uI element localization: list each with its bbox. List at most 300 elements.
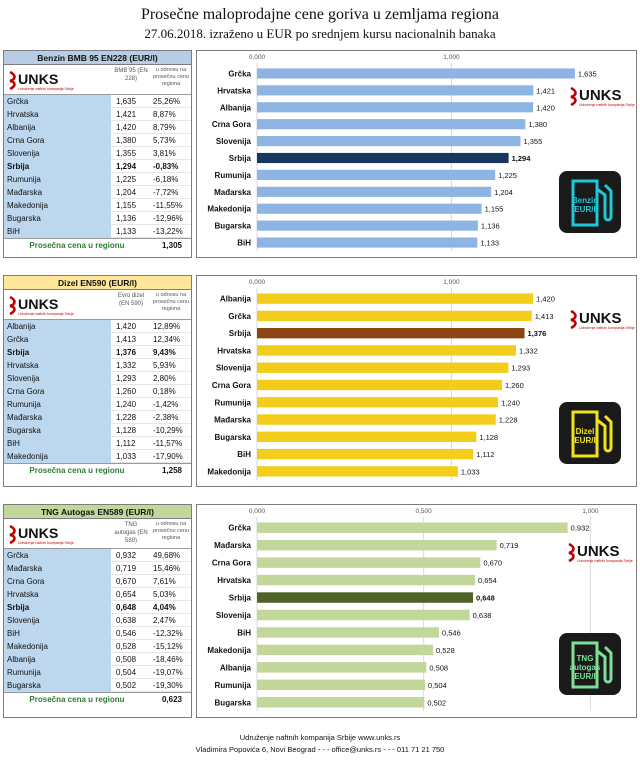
average-value: 1,305: [161, 241, 183, 250]
category-label: Albanija: [219, 663, 251, 673]
data-label: 1,421: [536, 86, 556, 96]
price-cell: 0,654: [116, 590, 137, 599]
country-cell: Slovenija: [4, 372, 111, 385]
country-cell: Hrvatska: [4, 359, 111, 372]
average-label: Prosečna cena u regionu: [29, 241, 125, 250]
page-subtitle: 27.06.2018. izraženo u EUR po srednjem kursu nacionalnih banaka: [144, 26, 496, 41]
diff-cell: 2,47%: [153, 616, 176, 625]
table-row: [4, 186, 191, 199]
bar: [257, 540, 497, 550]
price-cell: 1,155: [116, 201, 137, 210]
category-label: Makedonija: [207, 645, 251, 655]
table-title: TNG Autogas EN589 (EUR/l): [4, 505, 191, 519]
table-title: Dizel EN590 (EUR/l): [4, 276, 191, 290]
bar: [257, 293, 533, 303]
table-row: [4, 627, 191, 640]
tick-label: 1,000: [443, 54, 460, 61]
table-row: [4, 121, 191, 134]
diff-cell: -12,96%: [153, 214, 183, 223]
price-cell: 1,204: [116, 188, 137, 197]
dizel-chart: [196, 275, 637, 487]
data-label: 1,204: [494, 187, 513, 197]
unks-mark-icon: [10, 297, 15, 314]
table-row: [4, 601, 191, 614]
table-row: [4, 588, 191, 601]
price-cell: 1,228: [116, 413, 137, 422]
diff-cell: -10,29%: [153, 426, 183, 435]
data-label: 1,033: [460, 467, 480, 477]
category-label: Makedonija: [207, 467, 251, 477]
diff-cell: 7,61%: [153, 577, 176, 586]
data-label: 1,413: [534, 311, 554, 321]
average-value: 0,623: [161, 695, 183, 704]
data-label: 1,112: [476, 450, 495, 460]
table-row: [4, 134, 191, 147]
dizel-section: [3, 275, 637, 487]
diff-cell: 9,43%: [153, 348, 176, 357]
data-label: 0,932: [570, 523, 590, 533]
table-header: [4, 519, 191, 549]
data-label: 1,420: [536, 294, 555, 304]
country-cell: Hrvatska: [4, 108, 111, 121]
bar: [257, 466, 458, 476]
price-cell: 1,225: [116, 175, 137, 184]
country-cell: Grčka: [4, 333, 111, 346]
data-label: 1,155: [484, 204, 504, 214]
diff-cell: -11,57%: [153, 439, 183, 448]
unks-logo: [6, 69, 112, 91]
diff-cell: 12,89%: [153, 322, 181, 331]
category-label: Crna Gora: [211, 381, 251, 390]
price-cell: 0,508: [116, 655, 137, 664]
bar: [257, 380, 502, 390]
price-cell: 0,932: [116, 551, 137, 560]
diff-cell: -17,90%: [153, 452, 183, 461]
table-header: [4, 290, 191, 320]
data-label: 0,654: [478, 576, 497, 586]
category-label: Srbija: [228, 329, 251, 339]
price-cell: 1,033: [116, 452, 137, 461]
tick-label: 1,000: [443, 279, 460, 286]
table-row: [4, 614, 191, 627]
country-cell: Makedonija: [4, 640, 111, 653]
tick-label: 0,000: [248, 508, 266, 515]
price-cell: 0,528: [116, 642, 137, 651]
category-label: Mađarska: [214, 541, 251, 551]
category-label: Slovenija: [215, 363, 251, 373]
unks-brand-logo: [567, 308, 639, 330]
pump-label: EUR/l: [574, 205, 596, 214]
bar: [257, 170, 495, 180]
category-label: Bugarska: [214, 432, 251, 442]
unks-mark-icon: [571, 311, 576, 328]
diff-cell: -18,46%: [153, 655, 183, 664]
table-row: [4, 173, 191, 186]
dizel-pump-icon: [559, 402, 621, 464]
country-cell: Slovenija: [4, 147, 111, 160]
average-value: 1,258: [161, 466, 183, 475]
data-label: 1,380: [528, 120, 548, 130]
category-label: Crna Gora: [211, 120, 251, 130]
country-cell: Mađarska: [4, 186, 111, 199]
bar: [257, 522, 568, 532]
country-cell: Crna Gora: [4, 134, 111, 147]
price-cell: 1,635: [116, 97, 137, 106]
price-cell: 1,240: [116, 400, 137, 409]
data-label: 1,260: [505, 381, 524, 390]
price-cell: 0,670: [116, 577, 137, 586]
pump-label: EUR/l: [574, 672, 596, 681]
category-label: Mađarska: [214, 187, 251, 197]
country-cell: Grčka: [4, 549, 111, 562]
bar: [257, 153, 509, 163]
category-label: Bugarska: [214, 698, 251, 708]
logo-tagline: Udruženje naftnih kompanija Srbije: [18, 87, 74, 91]
table-row: [4, 225, 191, 238]
benzin-table: [3, 50, 192, 258]
price-cell: 0,638: [116, 616, 137, 625]
category-label: BiH: [237, 450, 251, 460]
price-cell: 1,376: [116, 348, 137, 357]
table-row: [4, 575, 191, 588]
country-cell: Rumunija: [4, 398, 111, 411]
diff-cell: 5,73%: [153, 136, 176, 145]
bar: [257, 363, 508, 373]
country-cell: Hrvatska: [4, 588, 111, 601]
diff-cell: 5,03%: [153, 590, 176, 599]
diff-column-header: u odnosu na prosečnu cenu regiona: [152, 67, 190, 87]
data-label: 1,635: [577, 69, 597, 79]
price-cell: 0,502: [116, 681, 137, 690]
page-title: Prosečne maloprodajne cene goriva u zemljama regiona: [140, 6, 500, 23]
category-label: Grčka: [228, 69, 251, 79]
bar: [257, 449, 473, 459]
price-cell: 0,719: [116, 564, 137, 573]
country-cell: Albanija: [4, 121, 111, 134]
price-cell: 1,128: [116, 426, 137, 435]
logo-tagline: Udruženje naftnih kompanija Srbije: [579, 326, 635, 330]
category-label: Hrvatska: [217, 346, 251, 356]
table-row: [4, 562, 191, 575]
bar: [257, 187, 491, 197]
category-label: Grčka: [228, 311, 251, 321]
price-cell: 1,293: [116, 374, 137, 383]
data-label: 0,504: [428, 680, 447, 690]
data-label: 1,133: [480, 238, 500, 248]
price-column-header: Evro dizel (EN 590): [117, 293, 145, 307]
category-label: BiH: [237, 628, 251, 638]
data-label: 1,355: [523, 137, 543, 147]
price-cell: 1,133: [116, 227, 137, 236]
pump-label: TNG: [576, 654, 594, 663]
logo-text: UNKS: [579, 310, 622, 327]
tick-label: 0,000: [248, 54, 266, 61]
unks-mark-icon: [10, 526, 15, 543]
table-row: [4, 359, 191, 372]
diff-cell: 49,68%: [153, 551, 181, 560]
tng-chart: [196, 504, 637, 718]
table-row: [4, 320, 191, 333]
country-cell: Crna Gora: [4, 385, 111, 398]
country-cell: Grčka: [4, 95, 111, 108]
table-row: [4, 679, 191, 692]
table-row: [4, 160, 191, 173]
category-label: Rumunija: [214, 398, 251, 408]
category-label: Rumunija: [214, 170, 251, 180]
diff-cell: -12,32%: [153, 629, 183, 638]
pump-label: Benzin: [571, 196, 599, 205]
table-row: [4, 653, 191, 666]
category-label: Crna Gora: [211, 558, 251, 568]
logo-tagline: Udruženje naftnih kompanija Srbije: [579, 103, 635, 107]
table-row: [4, 424, 191, 437]
bar: [257, 575, 475, 585]
price-column-header: BMB 95 (EN 228): [114, 68, 148, 82]
category-label: Bugarska: [214, 221, 251, 231]
category-label: Albanija: [219, 294, 251, 304]
price-cell: 1,413: [116, 335, 137, 344]
category-label: Slovenija: [215, 611, 251, 620]
table-row: [4, 346, 191, 359]
tng-section: [3, 504, 637, 718]
table-row: [4, 437, 191, 450]
data-label: 1,294: [511, 154, 531, 163]
diff-cell: 5,93%: [153, 361, 176, 370]
price-cell: 0,648: [116, 603, 137, 612]
logo-text: UNKS: [18, 526, 59, 542]
diff-cell: 25,26%: [153, 97, 181, 106]
bar: [257, 627, 439, 637]
country-cell: Slovenija: [4, 614, 111, 627]
bar: [257, 645, 433, 655]
diff-cell: 12,34%: [153, 335, 181, 344]
logo-tagline: Udruženje naftnih kompanija Srbije: [18, 312, 74, 316]
unks-brand-logo: [565, 541, 637, 563]
country-cell: Crna Gora: [4, 575, 111, 588]
price-cell: 1,380: [116, 136, 137, 145]
table-row: [4, 333, 191, 346]
diff-cell: -19,30%: [153, 681, 183, 690]
bar: [257, 311, 532, 321]
tng-table: [3, 504, 192, 718]
footer-line-2: Vladimira Popovića 6, Novi Beograd - - - office@unks.rs - - - 011 71 21 750: [195, 745, 445, 754]
data-label: 1,128: [479, 432, 499, 442]
country-cell: Albanija: [4, 320, 111, 333]
average-row: [4, 238, 191, 252]
country-cell: Rumunija: [4, 173, 111, 186]
logo-text: UNKS: [18, 72, 59, 88]
bar: [257, 328, 525, 338]
unks-logo: [6, 294, 112, 316]
category-label: Grčka: [228, 523, 251, 533]
data-label: 1,136: [480, 221, 500, 231]
diff-cell: 4,04%: [153, 603, 176, 612]
tng-pump-icon: [559, 633, 621, 695]
table-row: [4, 108, 191, 121]
bar: [257, 414, 496, 424]
bar: [257, 610, 470, 620]
country-cell: Srbija: [4, 160, 111, 173]
bar: [257, 557, 480, 567]
diff-cell: 2,80%: [153, 374, 176, 383]
data-label: 1,376: [527, 329, 547, 339]
data-label: 0,502: [427, 698, 447, 708]
table-row: [4, 549, 191, 562]
country-cell: Mađarska: [4, 411, 111, 424]
bar: [257, 237, 477, 247]
pump-label: Dizel: [575, 427, 595, 436]
country-cell: BiH: [4, 627, 111, 640]
diff-cell: 0,18%: [153, 387, 176, 396]
table-row: [4, 212, 191, 225]
diff-column-header: u odnosu na prosečnu cenu regiona: [152, 292, 190, 312]
country-cell: Bugarska: [4, 424, 111, 437]
category-label: Mađarska: [214, 415, 251, 425]
pump-label: EUR/l: [574, 436, 596, 445]
table-row: [4, 411, 191, 424]
price-cell: 1,420: [116, 123, 137, 132]
table-row: [4, 385, 191, 398]
price-cell: 1,421: [116, 110, 137, 119]
unks-logo: [6, 523, 112, 545]
dizel-table: [3, 275, 192, 487]
price-cell: 1,332: [116, 361, 137, 370]
table-title: Benzin BMB 95 EN228 (EUR/l): [4, 51, 191, 65]
country-cell: Rumunija: [4, 666, 111, 679]
unks-mark-icon: [569, 544, 574, 561]
bar: [257, 221, 478, 231]
bar: [257, 662, 426, 672]
country-cell: Albanija: [4, 653, 111, 666]
diff-column-header: u odnosu na prosečnu cenu regiona: [152, 521, 190, 541]
country-cell: Srbija: [4, 601, 111, 614]
diff-cell: 15,46%: [153, 564, 181, 573]
diff-cell: -6,18%: [153, 175, 179, 184]
diff-cell: -2,38%: [153, 413, 179, 422]
diff-cell: 8,87%: [153, 110, 176, 119]
price-cell: 1,420: [116, 322, 137, 331]
average-label: Prosečna cena u regionu: [29, 466, 125, 475]
table-row: [4, 398, 191, 411]
diff-cell: -7,72%: [153, 188, 179, 197]
tick-label: 0,500: [415, 508, 432, 515]
data-label: 0,638: [472, 611, 492, 620]
average-row: [4, 463, 191, 477]
price-cell: 0,546: [116, 629, 137, 638]
pump-label: autogas: [569, 663, 601, 672]
table-row: [4, 450, 191, 463]
diff-cell: -0,83%: [153, 162, 179, 171]
category-label: Slovenija: [215, 137, 251, 147]
diff-cell: -13,22%: [153, 227, 183, 236]
diff-cell: 3,81%: [153, 149, 176, 158]
unks-mark-icon: [10, 72, 15, 89]
data-label: 0,670: [483, 558, 503, 568]
price-cell: 1,112: [116, 439, 136, 448]
diff-cell: -1,42%: [153, 400, 179, 409]
table-row: [4, 95, 191, 108]
price-cell: 1,355: [116, 149, 137, 158]
bar: [257, 592, 473, 602]
average-row: [4, 692, 191, 706]
category-label: BiH: [237, 238, 251, 248]
data-label: 1,228: [498, 415, 518, 425]
data-label: 1,225: [498, 170, 517, 180]
table-row: [4, 147, 191, 160]
logo-text: UNKS: [577, 543, 620, 560]
country-cell: Makedonija: [4, 199, 111, 212]
category-label: Albanija: [219, 103, 251, 113]
data-label: 1,293: [511, 363, 531, 373]
price-cell: 1,294: [116, 162, 137, 171]
country-cell: Bugarska: [4, 212, 111, 225]
diff-cell: -15,12%: [153, 642, 183, 651]
diff-cell: -11,55%: [153, 201, 183, 210]
table-row: [4, 640, 191, 653]
category-label: Makedonija: [207, 204, 251, 214]
unks-mark-icon: [571, 88, 576, 105]
price-column-header: TNG autogas (EN 589): [114, 522, 148, 544]
country-cell: Srbija: [4, 346, 111, 359]
data-label: 0,528: [436, 645, 455, 655]
price-cell: 0,504: [116, 668, 137, 677]
country-cell: BiH: [4, 225, 111, 238]
country-cell: BiH: [4, 437, 111, 450]
bar: [257, 136, 520, 146]
logo-tagline: Udruženje naftnih kompanija Srbije: [577, 559, 633, 563]
bar: [257, 697, 424, 707]
price-cell: 1,260: [116, 387, 137, 396]
benzin-pump-icon: [559, 171, 621, 233]
bar: [257, 397, 498, 407]
bar: [257, 204, 482, 214]
diff-cell: 8,79%: [153, 123, 176, 132]
average-label: Prosečna cena u regionu: [29, 695, 125, 704]
table-header: [4, 65, 191, 95]
category-label: Hrvatska: [217, 576, 251, 586]
unks-brand-logo: [567, 85, 639, 107]
country-cell: Mađarska: [4, 562, 111, 575]
table-row: [4, 199, 191, 212]
price-cell: 1,136: [116, 214, 137, 223]
bar: [257, 432, 476, 442]
bar: [257, 345, 516, 355]
data-label: 1,420: [536, 103, 555, 113]
data-label: 1,332: [519, 346, 538, 356]
diff-cell: -19,07%: [153, 668, 183, 677]
data-label: 0,719: [499, 541, 519, 551]
country-cell: Bugarska: [4, 679, 111, 692]
category-label: Hrvatska: [217, 86, 251, 96]
bar: [257, 102, 533, 112]
benzin-chart: [196, 50, 637, 258]
category-label: Srbija: [228, 154, 251, 163]
data-label: 0,546: [442, 628, 461, 638]
benzin-section: [3, 50, 637, 258]
data-label: 1,240: [501, 398, 520, 408]
logo-tagline: Udruženje naftnih kompanija Srbije: [18, 541, 74, 545]
footer-line-1: Udruženje naftnih kompanija Srbije www.unks.rs: [239, 733, 401, 742]
bar: [257, 85, 533, 95]
tick-label: 1,000: [582, 508, 599, 515]
logo-text: UNKS: [18, 297, 59, 313]
bar: [257, 68, 575, 78]
data-label: 0,648: [476, 593, 495, 603]
bar: [257, 680, 425, 690]
data-label: 0,508: [429, 663, 449, 673]
bar: [257, 119, 525, 129]
logo-text: UNKS: [579, 87, 622, 104]
